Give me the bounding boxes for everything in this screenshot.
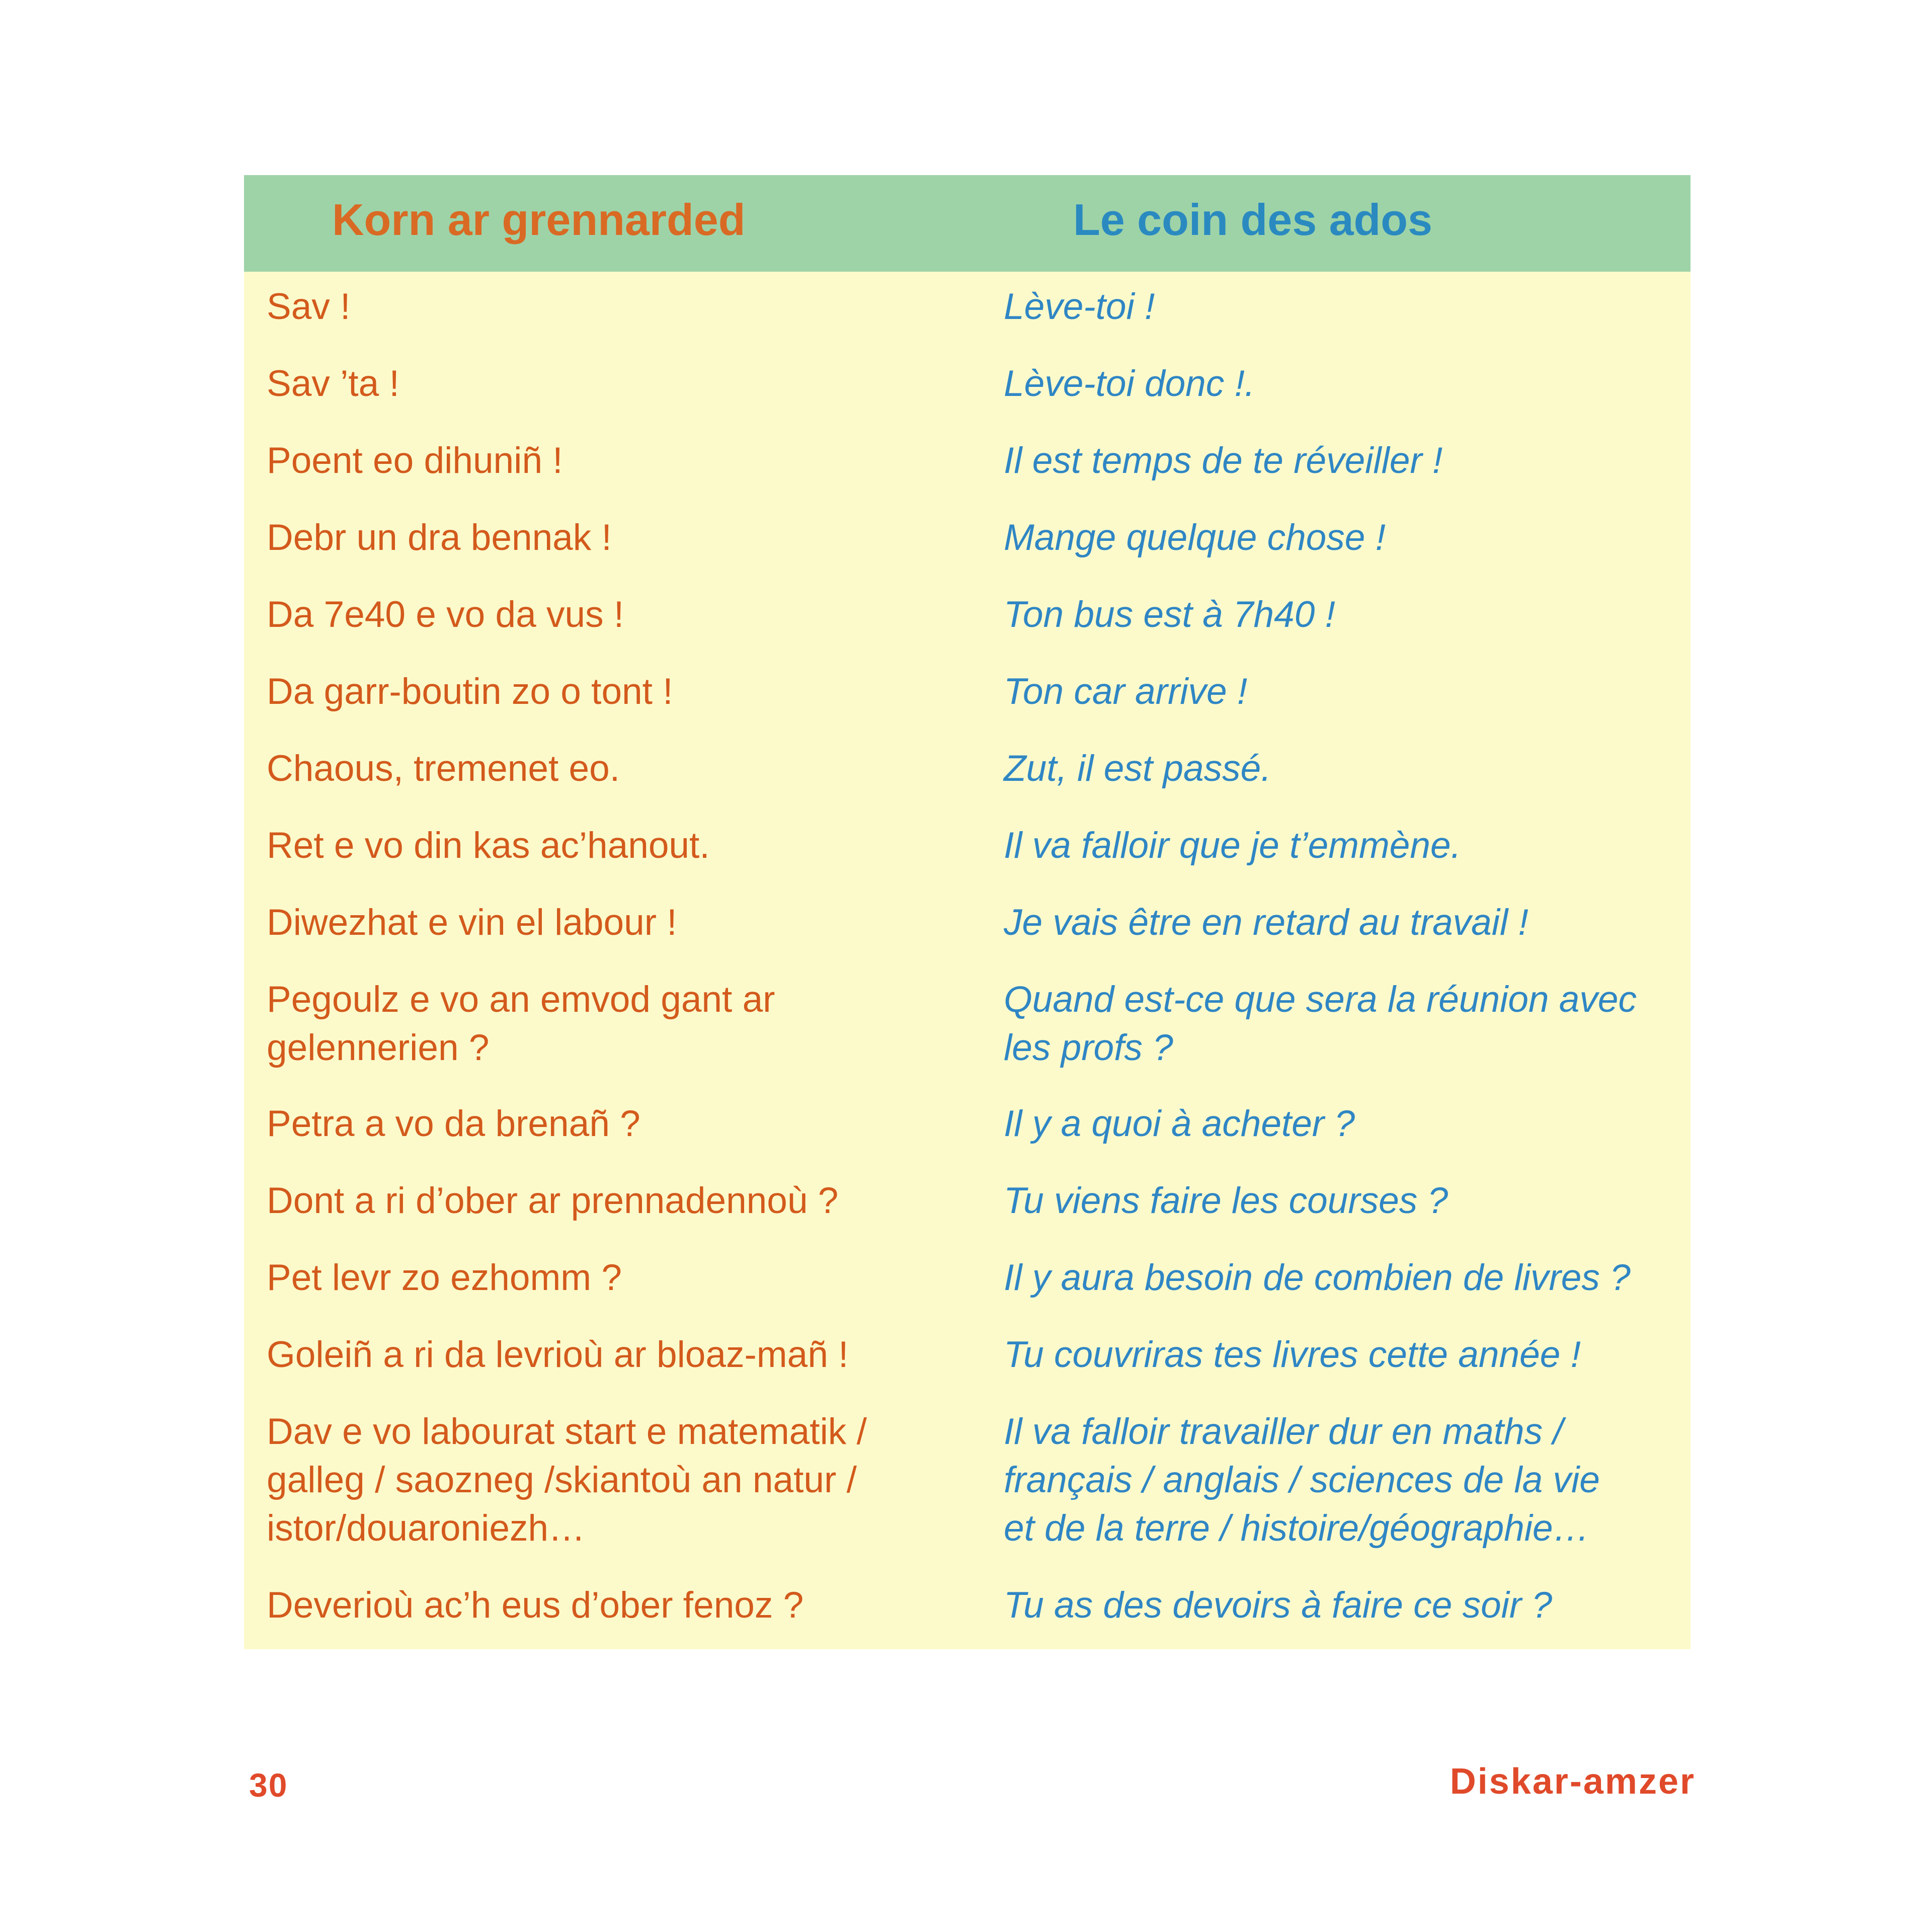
table-row: [244, 426, 1691, 503]
french-translation: Il y aura besoin de combien de livres ?: [1004, 1257, 1631, 1298]
french-translation: Je vais être en retard au travail !: [1004, 902, 1528, 943]
breton-phrase: Sav ’ta !: [267, 363, 399, 404]
table-row: [244, 349, 1691, 426]
french-translation: Ton bus est à 7h40 !: [1004, 594, 1335, 635]
breton-phrase: Petra a vo da brenañ ?: [267, 1103, 640, 1144]
table-rows: [244, 272, 1691, 1647]
table-row: [244, 964, 1691, 1089]
header-breton: Korn ar grennarded: [332, 195, 746, 245]
french-translation: Tu couvriras tes livres cette année !: [1004, 1334, 1581, 1375]
table-header: [244, 175, 1691, 272]
breton-phrase: Debr un dra bennak !: [267, 517, 612, 558]
french-translation: Il y a quoi à acheter ?: [1004, 1103, 1355, 1144]
breton-phrase: Dav e vo labourat start e matematik / galleg / saozneg /skiantoù an natur / istor/douaroniezh…: [267, 1411, 867, 1549]
phrase-table: [244, 175, 1691, 1649]
breton-phrase: Goleiñ a ri da levrioù ar bloaz-mañ !: [267, 1334, 849, 1375]
french-translation: Ton car arrive !: [1004, 671, 1248, 712]
table-row: [244, 811, 1691, 888]
table-row: [244, 1570, 1691, 1647]
french-translation: Il est temps de te réveiller !: [1004, 440, 1443, 481]
french-translation: Quand est-ce que sera la réunion avec les profs ?: [1004, 979, 1637, 1068]
french-translation: Tu viens faire les courses ?: [1004, 1180, 1448, 1221]
table-row: [244, 888, 1691, 964]
french-translation: Il va falloir travailler dur en maths / français / anglais / sciences de la vie et de la terre / histoire/géographie…: [1004, 1411, 1600, 1549]
table-row: [244, 734, 1691, 811]
french-translation: Lève-toi !: [1004, 286, 1155, 327]
french-translation: Il va falloir que je t’emmène.: [1004, 825, 1461, 866]
french-translation: Zut, il est passé.: [1004, 748, 1271, 789]
french-translation: Lève-toi donc !.: [1004, 363, 1255, 404]
breton-phrase: Chaous, tremenet eo.: [267, 748, 620, 789]
breton-phrase: Sav !: [267, 286, 351, 327]
french-translation: Mange quelque chose !: [1004, 517, 1386, 558]
table-row: [244, 580, 1691, 657]
table-row: [244, 1320, 1691, 1397]
table-row: [244, 1089, 1691, 1166]
table-row: [244, 1166, 1691, 1243]
breton-phrase: Deverioù ac’h eus d’ober fenoz ?: [267, 1585, 804, 1626]
breton-phrase: Da garr-boutin zo o tont !: [267, 671, 673, 712]
page-number: 30: [249, 1766, 288, 1804]
breton-phrase: Dont a ri d’ober ar prennadennoù ?: [267, 1180, 839, 1221]
breton-phrase: Pet levr zo ezhomm ?: [267, 1257, 622, 1298]
breton-phrase: Da 7e40 e vo da vus !: [267, 594, 624, 635]
book-title: Diskar-amzer: [1450, 1761, 1696, 1802]
french-translation: Tu as des devoirs à faire ce soir ?: [1004, 1585, 1553, 1626]
breton-phrase: Ret e vo din kas ac’hanout.: [267, 825, 710, 866]
table-row: [244, 272, 1691, 349]
table-row: [244, 1243, 1691, 1320]
table-row: [244, 503, 1691, 580]
table-row: [244, 657, 1691, 734]
table-row: [244, 1397, 1691, 1570]
breton-phrase: Diwezhat e vin el labour !: [267, 902, 677, 943]
breton-phrase: Poent eo dihuniñ !: [267, 440, 563, 481]
breton-phrase: Pegoulz e vo an emvod gant ar gelennerien ?: [267, 979, 775, 1068]
header-french: Le coin des ados: [1073, 195, 1432, 245]
